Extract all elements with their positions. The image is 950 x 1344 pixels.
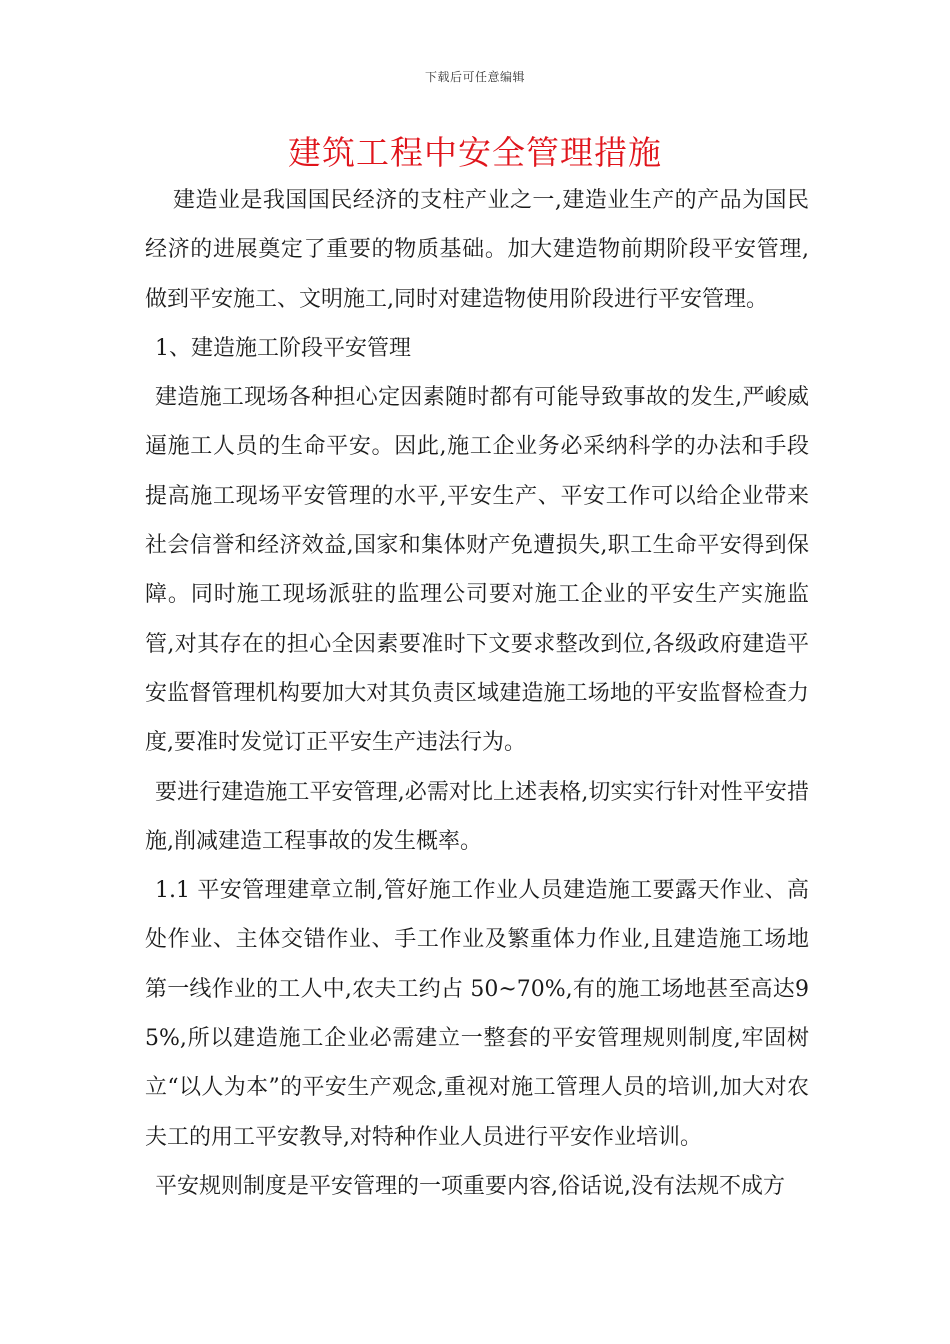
document-body xyxy=(145,176,809,1211)
paragraph-construction-site: 建造施工现场各种担心定因素随时都有可能导致事故的发生,严峻威逼施工人员的生命平安。因此,施工企业务必采纳科学的办法和手段提高施工现场平安管理的水平,平安生产、平安工作可以给企业带来社会信誉和经济效益,国家和集体财产免遭损失,职工生命平安得到保障。同时施工现场派驻的监理公司要对施工企业的平安生产实施监管,对其存在的担心全因素要准时下文要求整改到位,各级政府建造平安监督管理机构要加大对其负责区域建造施工场地的平安监督检查力度,要准时发觉订正平安生产违法行为。 xyxy=(145,385,809,756)
section-heading-1: 1、建造施工阶段平安管理 xyxy=(155,335,411,361)
header-note: 下载后可任意编辑 xyxy=(424,70,525,84)
paragraph-section-1-1: 1.1 平安管理建章立制,管好施工作业人员建造施工要露天作业、高处作业、主体交错作业、手工作业及繁重体力作业,且建造施工场地第一线作业的工人中,农夫工约占 50~70%,有的施工场地甚至高达95%,所以建造施工企业必需建立一整套的平安管理规则制度,牢固树立“以人为本”的平安生产观念,重视对施工管理人员的培训,加大对农夫工的用工平安教导,对特种作业人员进行平安作业培训。 xyxy=(145,878,809,1150)
paragraph-regulations: 平安规则制度是平安管理的一项重要内容,俗话说,没有法规不成方 xyxy=(155,1173,785,1199)
document-title: 建筑工程中安全管理措施 xyxy=(288,133,662,172)
paragraph-safety-measures: 要进行建造施工平安管理,必需对比上述表格,切实实行针对性平安措施,削减建造工程事故的发生概率。 xyxy=(145,779,809,854)
paragraph-intro: 建造业是我国国民经济的支柱产业之一,建造业生产的产品为国民经济的进展奠定了重要的物质基础。加大建造物前期阶段平安管理,做到平安施工、文明施工,同时对建造物使用阶段进行平安管理。 xyxy=(145,188,809,312)
